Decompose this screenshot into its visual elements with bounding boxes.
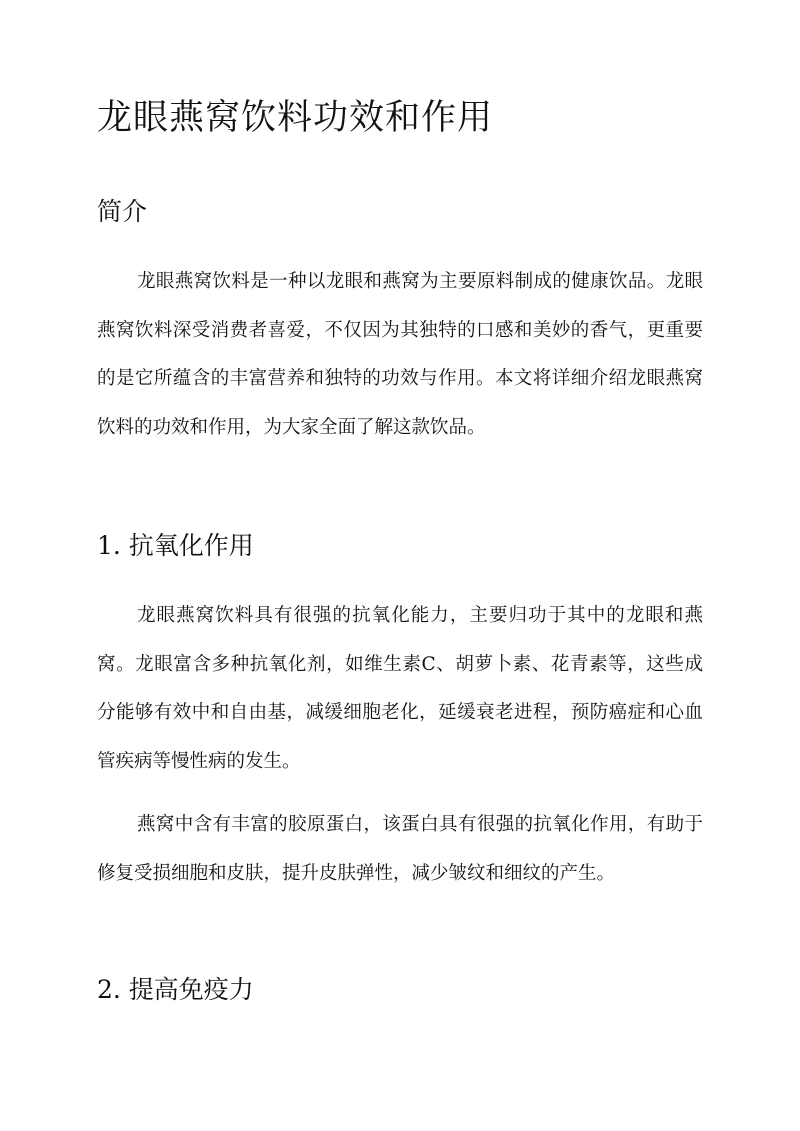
paragraph-antioxidant-1: 龙眼燕窝饮料具有很强的抗氧化能力，主要归功于其中的龙眼和燕窝。龙眼富含多种抗氧化剂，如维生素C、胡萝卜素、花青素等，这些成分能够有效中和自由基，减缓细胞老化，延缓衰老进程，预防癌症和心血管疾病等慢性病的发生。 bbox=[97, 605, 703, 772]
section-heading-immunity: 2. 提高免疫力 bbox=[97, 975, 254, 1004]
section-heading-antioxidant: 1. 抗氧化作用 bbox=[97, 531, 254, 560]
document-title: 龙眼燕窝饮料功效和作用 bbox=[97, 98, 494, 138]
paragraph-intro: 龙眼燕窝饮料是一种以龙眼和燕窝为主要原料制成的健康饮品。龙眼燕窝饮料深受消费者喜爱，不仅因为其独特的口感和美妙的香气，更重要的是它所蕴含的丰富营养和独特的功效与作用。本文将详细介绍龙眼燕窝饮料的功效和作用，为大家全面了解这款饮品。 bbox=[97, 271, 703, 438]
section-heading-intro: 简介 bbox=[97, 197, 148, 226]
paragraph-antioxidant-2: 燕窝中含有丰富的胶原蛋白，该蛋白具有很强的抗氧化作用，有助于修复受损细胞和皮肤，提升皮肤弹性，减少皱纹和细纹的产生。 bbox=[97, 814, 703, 884]
